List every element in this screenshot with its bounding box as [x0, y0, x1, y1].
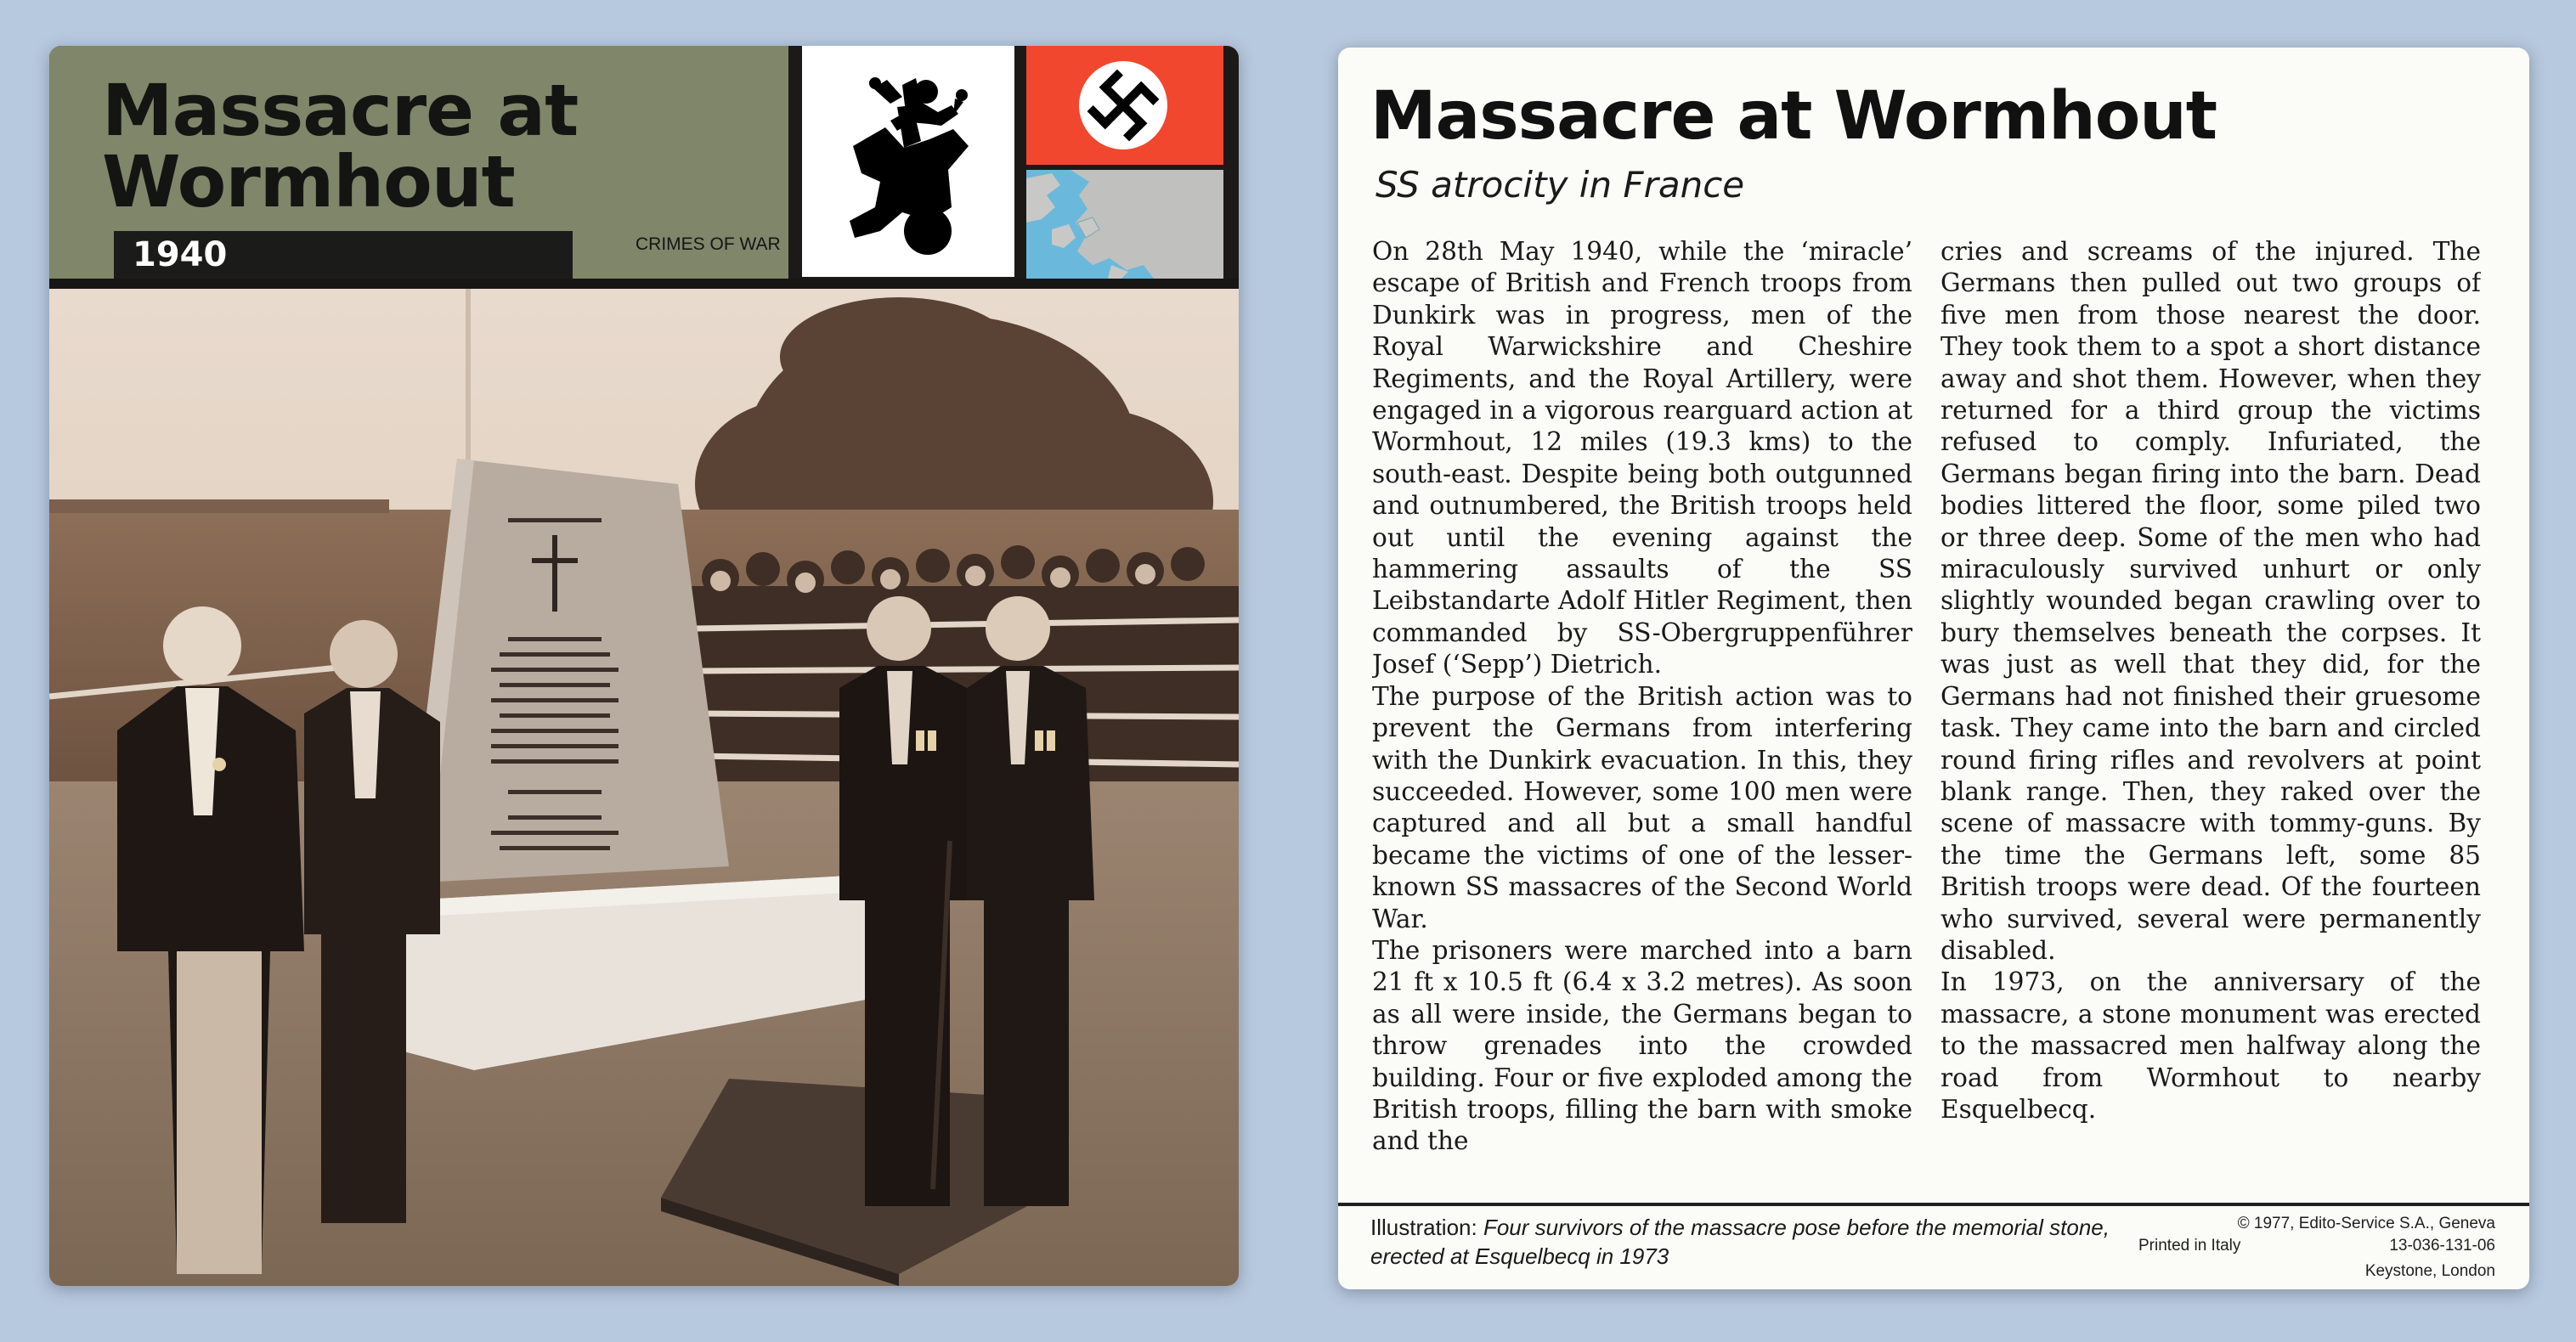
text-column-right	[1940, 236, 2481, 1238]
copyright-line: © 1977, Edito-Service S.A., Geneva	[2237, 1215, 2495, 1232]
paragraph: On 28th May 1940, while the ‘miracle’ escape of British and French troops from Dunkirk was in progress, men of the Royal Warwickshire and Cheshire Regiments, and the Royal Artillery, were engaged in a vigorous rearguard action at Wormhout, 12 miles (19.3 kms) to the south-east. Despite being both outgunned and outnumbered, the British troops held out until the evening against the hammering assaults of the SS Leibstandarte Adolf Hitler Regiment, then commanded by SS-Obergruppenführer Josef (‘Sepp’) Dietrich.	[1372, 237, 1912, 679]
memorial-photo	[49, 289, 1239, 1286]
copyright-block	[2138, 1213, 2495, 1257]
front-header	[49, 46, 1239, 284]
memorial-photo-illustration	[49, 289, 1239, 1286]
header-divider	[49, 279, 1239, 289]
photo-credit: Keystone, London	[2364, 1262, 2495, 1280]
year-label: 1940	[133, 235, 228, 274]
back-subtitle: SS atrocity in France	[1376, 164, 1745, 206]
front-card	[49, 46, 1239, 1286]
back-title: Massacre at Wormhout	[1370, 78, 2217, 155]
footer-rule	[1338, 1203, 2529, 1206]
title-panel	[49, 46, 788, 284]
illustration-caption	[1370, 1213, 2135, 1271]
caption-label: Illustration:	[1370, 1215, 1477, 1240]
paragraph: cries and screams of the injured. The Germans then pulled out two groups of five men from those nearest the door. They took them to a spot a short distance away and shot them. However, when they returned for a third group the victims refused to comply. Infuriated, the Germans began firing into the barn. Dead bodies littered the floor, some piled two or three deep. Some of the men who had miraculously survived unhurt or only slightly wounded began crawling over to bury themselves beneath the corpses. It was just as well that they did, for the Germans had not finished their gruesome task. They came into the barn and circled round firing rifles and revolvers at point blank range. Then, they raked over the scene of massacre with tommy-guns. By the time the Germans left, some 85 British troops were dead. Of the fourteen who survived, several were permanently disabled.	[1940, 237, 2481, 965]
year-bar	[114, 231, 573, 279]
paragraph: In 1973, on the anniversary of the massacre, a stone monument was erected to the massacred men halfway along the road from Wormhout to nearby Esquelbecq.	[1940, 967, 2481, 1124]
printed-in: Printed in Italy	[2138, 1237, 2241, 1255]
paragraph: The prisoners were marched into a barn 21 ft x 10.5 ft (6.4 x 3.2 metres). As soon as all were inside, the Germans began to throw grenades into the crowded building. Four or five exploded among the British troops, filling the barn with smoke and the	[1372, 935, 1912, 1156]
flag-panel	[1026, 46, 1223, 165]
caption-text: Four survivors of the massacre pose before the memorial stone, erected at Esquelbecq in 1973	[1370, 1215, 2110, 1269]
europe-map-icon	[1026, 170, 1223, 279]
falling-figure-icon	[802, 46, 1014, 277]
card-code: 13-036-131-06	[2389, 1237, 2495, 1255]
category-icon-panel	[802, 46, 1014, 277]
text-column-left	[1372, 236, 1912, 1238]
category-label: CRIMES OF WAR	[636, 234, 781, 254]
printed-row	[2138, 1235, 2495, 1257]
back-card	[1338, 48, 2529, 1289]
front-title: Massacre at Wormhout	[102, 69, 579, 223]
swastika-flag-icon	[1079, 61, 1167, 149]
paragraph: The purpose of the British action was to prevent the Germans from interfering with the Dunkirk evacuation. In this, they succeeded. However, some 100 men were captured and all but a small handful became the victims of one of the lesser-known SS massacres of the Second World War.	[1372, 681, 1912, 933]
